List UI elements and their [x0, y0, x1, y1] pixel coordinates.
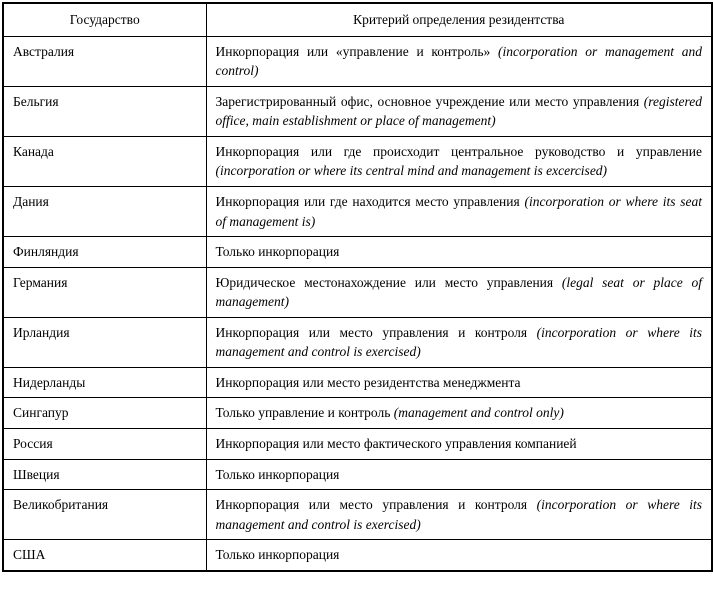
criterion-cell	[206, 540, 712, 571]
criterion-cell	[206, 317, 712, 367]
country-cell: Канада	[3, 136, 206, 186]
country-cell: Австралия	[3, 36, 206, 86]
table-row	[3, 237, 712, 268]
country-cell: США	[3, 540, 206, 571]
table-row	[3, 398, 712, 429]
table-row	[3, 490, 712, 540]
criterion-cell	[206, 490, 712, 540]
table-row	[3, 86, 712, 136]
table-row	[3, 367, 712, 398]
table-row	[3, 267, 712, 317]
criterion-text-ru: Инкорпорация или где происходит центральное руководство и управление	[215, 143, 702, 159]
table-body	[3, 36, 712, 571]
criterion-cell	[206, 429, 712, 460]
criterion-text-ru: Юридическое местонахождение или место управления	[215, 274, 562, 290]
country-cell: Россия	[3, 429, 206, 460]
criterion-text-ru: Только инкорпорация	[215, 466, 340, 482]
criterion-cell	[206, 36, 712, 86]
criterion-text-en: (incorporation or management and control)	[215, 43, 703, 79]
table-row	[3, 186, 712, 236]
country-cell: Швеция	[3, 459, 206, 490]
criterion-cell	[206, 237, 712, 268]
country-cell: Бельгия	[3, 86, 206, 136]
criterion-cell	[206, 267, 712, 317]
criterion-text-ru: Инкорпорация или место резидентства менеджмента	[215, 374, 521, 390]
table-row	[3, 36, 712, 86]
criterion-cell	[206, 367, 712, 398]
country-cell: Нидерланды	[3, 367, 206, 398]
criterion-text-en: (registered office, main establishment or place of management)	[215, 93, 702, 129]
criterion-text-ru: Инкорпорация или место управления и контроля	[215, 497, 537, 513]
criterion-text-en: (incorporation or where its central mind and management is excercised)	[215, 163, 608, 179]
table-row	[3, 317, 712, 367]
criterion-text-ru: Только инкорпорация	[215, 547, 340, 563]
country-cell: Ирландия	[3, 317, 206, 367]
criterion-text-ru: Зарегистрированный офис, основное учреждение или место управления	[215, 93, 644, 109]
criterion-cell	[206, 186, 712, 236]
criterion-text-ru: Инкорпорация или «управление и контроль»	[215, 43, 499, 59]
country-cell: Великобритания	[3, 490, 206, 540]
criterion-text-en: (legal seat or place of management)	[215, 274, 702, 310]
country-cell: Финляндия	[3, 237, 206, 268]
criterion-text-ru: Инкорпорация или место управления и контроля	[215, 324, 537, 340]
criterion-cell	[206, 398, 712, 429]
criterion-cell	[206, 136, 712, 186]
header-criterion: Критерий определения резидентства	[206, 3, 712, 36]
table-row	[3, 459, 712, 490]
country-cell: Сингапур	[3, 398, 206, 429]
criterion-text-ru: Только управление и контроль	[215, 405, 394, 421]
table-row	[3, 136, 712, 186]
header-row	[3, 3, 712, 36]
criterion-text-ru: Инкорпорация или где находится место управления	[215, 193, 525, 209]
criterion-text-en: (management and control only)	[393, 405, 564, 421]
header-country: Государство	[3, 3, 206, 36]
criterion-text-ru: Только инкорпорация	[215, 244, 340, 260]
residency-criteria-table	[2, 2, 713, 572]
country-cell: Дания	[3, 186, 206, 236]
country-cell: Германия	[3, 267, 206, 317]
criterion-cell	[206, 459, 712, 490]
criterion-text-ru: Инкорпорация или место фактического управления компанией	[215, 436, 577, 451]
table-row	[3, 540, 712, 571]
criterion-text-en: (incorporation or where its management and control is exercised)	[215, 497, 703, 532]
table-row	[3, 429, 712, 460]
criterion-text-en: (incorporation or where its management and control is exercised)	[215, 324, 703, 360]
criterion-text-en: (incorporation or where its seat of management is)	[215, 193, 702, 229]
criterion-cell	[206, 86, 712, 136]
